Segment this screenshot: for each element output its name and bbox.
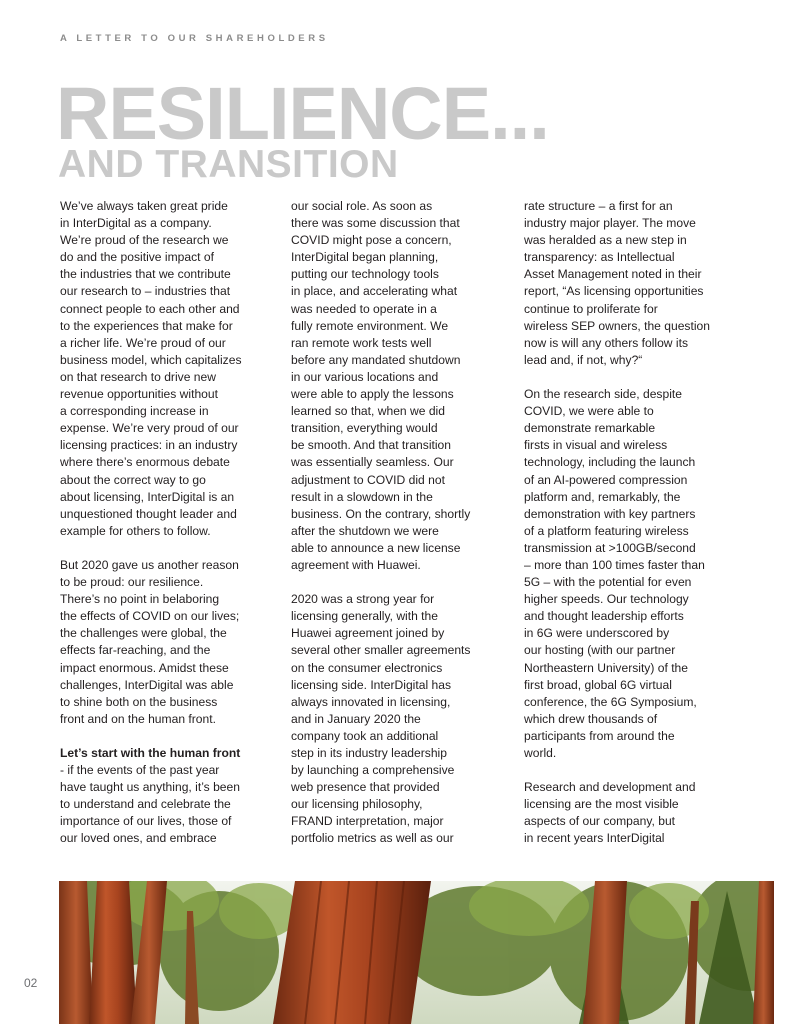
body-text-line: effects far-reaching, and the (60, 643, 211, 658)
body-text-line: On the research side, despite (524, 387, 682, 402)
body-text-line: to understand and celebrate the (60, 797, 231, 812)
body-text-line: of an AI-powered compression (524, 472, 688, 487)
body-text-line: a richer life. We’re proud of our (60, 335, 226, 350)
body-text-line: was needed to operate in a (291, 301, 437, 316)
body-text-line: transition, everything would (291, 421, 438, 436)
section-eyebrow: A LETTER TO OUR SHAREHOLDERS (60, 33, 329, 44)
body-text-line: to be proud: our resilience. (60, 575, 204, 590)
body-text-line: 5G – with the potential for even (524, 575, 692, 590)
redwood-forest-photo (59, 881, 774, 1024)
body-text-line: demonstration with key partners (524, 506, 696, 521)
body-text-line: technology, including the launch (524, 455, 696, 470)
body-text-line: in our various locations and (291, 369, 439, 384)
body-text-line: learned so that, when we did (291, 404, 445, 419)
paragraph-gap (524, 762, 736, 779)
body-text-line: on that research to drive new (60, 369, 216, 384)
body-text-line: several other smaller agreements (291, 643, 471, 658)
body-text-line: our hosting (with our partner (524, 643, 676, 658)
body-text-line: always innovated in licensing, (291, 694, 451, 709)
body-text-line: by launching a comprehensive (291, 763, 455, 778)
body-text-line: portfolio metrics as well as our (291, 831, 454, 846)
body-text-line: to the experiences that make for (60, 318, 233, 333)
body-text-line: InterDigital began planning, (291, 250, 439, 265)
page-subtitle: AND TRANSITION (58, 143, 399, 186)
text-column-1 (60, 198, 270, 848)
body-text-line: firsts in visual and wireless (524, 438, 668, 453)
body-text-line: continue to proliferate for (524, 301, 658, 316)
text-column-2 (291, 198, 501, 848)
body-text-line: expense. We’re very proud of our (60, 421, 239, 436)
body-text-line: participants from around the (524, 728, 675, 743)
body-text-line: web presence that provided (291, 780, 440, 795)
body-text-line: in recent years InterDigital (524, 831, 665, 846)
body-text-line: which drew thousands of (524, 711, 658, 726)
body-text-line: our social role. As soon as (291, 199, 433, 213)
body-text-line: aspects of our company, but (524, 814, 676, 829)
body-text-line: lead and, if not, why?“ (524, 352, 643, 367)
body-text-line: after the shutdown we were (291, 523, 439, 538)
body-text-line: was essentially seamless. Our (291, 455, 454, 470)
body-text-line: connect people to each other and (60, 301, 240, 316)
paragraph-gap (524, 369, 736, 386)
body-text-line: rate structure – a first for an (524, 199, 673, 213)
body-text-line: 2020 was a strong year for (291, 592, 435, 607)
body-text-line: and thought leadership efforts (524, 609, 684, 624)
body-text-line: demonstrate remarkable (524, 421, 656, 436)
body-text-line: agreement with Huawei. (291, 557, 421, 572)
body-text-line: of a platform featuring wireless (524, 523, 689, 538)
body-text-line: step in its industry leadership (291, 746, 447, 760)
body-text-line: about the correct way to go (60, 472, 206, 487)
body-text-line: conference, the 6G Symposium, (524, 694, 697, 709)
body-text-line: in place, and accelerating what (291, 284, 458, 299)
body-text-line: have taught us anything, it’s been (60, 780, 240, 795)
body-text-line: We’re proud of the research we (60, 233, 229, 248)
body-text-line: platform and, remarkably, the (524, 489, 681, 504)
body-text-line: to shine both on the business (60, 694, 218, 709)
body-text-line: and in January 2020 the (291, 711, 421, 726)
body-text-line: impact enormous. Amidst these (60, 660, 229, 675)
body-text-line: our licensing philosophy, (291, 797, 423, 812)
body-text-line: the industries that we contribute (60, 267, 231, 282)
body-text-line: unquestioned thought leader and (60, 506, 237, 521)
body-text-line: front and on the human front. (60, 711, 216, 726)
body-text-line: transparency: as Intellectual (524, 250, 675, 265)
body-text-line: licensing side. InterDigital has (291, 677, 451, 692)
body-text-line: We’ve always taken great pride (60, 199, 228, 213)
body-text-line: COVID, we were able to (524, 404, 654, 419)
body-text-line: about licensing, InterDigital is an (60, 489, 235, 504)
body-text-line: business model, which capitalizes (60, 352, 242, 367)
body-text-line: the challenges were global, the (60, 626, 227, 641)
body-text-line: Asset Management noted in their (524, 267, 702, 282)
body-text-line: company took an additional (291, 728, 439, 743)
body-text-line: were able to apply the lessons (291, 387, 454, 402)
page-title: RESILIENCE... (56, 72, 549, 155)
body-text-line: our loved ones, and embrace (60, 831, 217, 846)
body-text-line: able to announce a new license (291, 540, 461, 555)
body-text-line: revenue opportunities without (60, 387, 218, 402)
body-text-line: our research to – industries that (60, 284, 231, 299)
body-text-line: higher speeds. Our technology (524, 592, 689, 607)
body-text-line: world. (524, 746, 557, 760)
body-text-line: adjustment to COVID did not (291, 472, 445, 487)
body-text-line: result in a slowdown in the (291, 489, 433, 504)
body-text-line: Research and development and (524, 780, 696, 795)
body-text-line: be smooth. And that transition (291, 438, 452, 453)
body-text-line: wireless SEP owners, the question (524, 318, 710, 333)
body-text-line: where there’s enormous debate (60, 455, 230, 470)
page-number: 02 (24, 976, 38, 990)
body-text-line: ran remote work tests well (291, 335, 432, 350)
body-text-line: a corresponding increase in (60, 404, 209, 419)
paragraph-gap (291, 574, 501, 591)
paragraph-gap (60, 728, 270, 745)
body-text-line: There’s no point in belaboring (60, 592, 220, 607)
body-text-line-bold: Let’s start with the human front (60, 746, 241, 760)
body-text-line: in InterDigital as a company. (60, 216, 212, 231)
body-text-line: industry major player. The move (524, 216, 696, 231)
body-text-line: in 6G were underscored by (524, 626, 670, 641)
forest-illustration (59, 881, 774, 1024)
body-text-line: before any mandated shutdown (291, 352, 461, 367)
body-text-line: was heralded as a new step in (524, 233, 687, 248)
body-text-line: now is will any others follow its (524, 335, 688, 350)
body-text-line: importance of our lives, those of (60, 814, 232, 829)
body-text-line: COVID might pose a concern, (291, 233, 452, 248)
body-text-line: putting our technology tools (291, 267, 439, 282)
paragraph-gap (60, 540, 270, 557)
body-text-line: there was some discussion that (291, 216, 460, 231)
body-text-line: Northeastern University) of the (524, 660, 689, 675)
body-text-line: licensing are the most visible (524, 797, 679, 812)
text-column-3 (524, 198, 736, 848)
body-text-line: do and the positive impact of (60, 250, 214, 265)
body-text-line: business. On the contrary, shortly (291, 506, 471, 521)
body-text-line: - if the events of the past year (60, 763, 220, 778)
body-text-line: the effects of COVID on our lives; (60, 609, 240, 624)
body-text-line: challenges, InterDigital was able (60, 677, 234, 692)
body-text-line: fully remote environment. We (291, 318, 449, 333)
body-text-line: licensing practices: in an industry (60, 438, 238, 453)
body-text-line: transmission at >100GB/second (524, 540, 696, 555)
body-text-line: Huawei agreement joined by (291, 626, 445, 641)
body-text-line: example for others to follow. (60, 523, 211, 538)
body-text-line: on the consumer electronics (291, 660, 443, 675)
body-text-line: first broad, global 6G virtual (524, 677, 672, 692)
body-text-line: – more than 100 times faster than (524, 557, 705, 572)
body-text-line: But 2020 gave us another reason (60, 557, 239, 572)
body-text-line: FRAND interpretation, major (291, 814, 444, 829)
body-text-line: report, “As licensing opportunities (524, 284, 704, 299)
body-text-line: licensing generally, with the (291, 609, 438, 624)
